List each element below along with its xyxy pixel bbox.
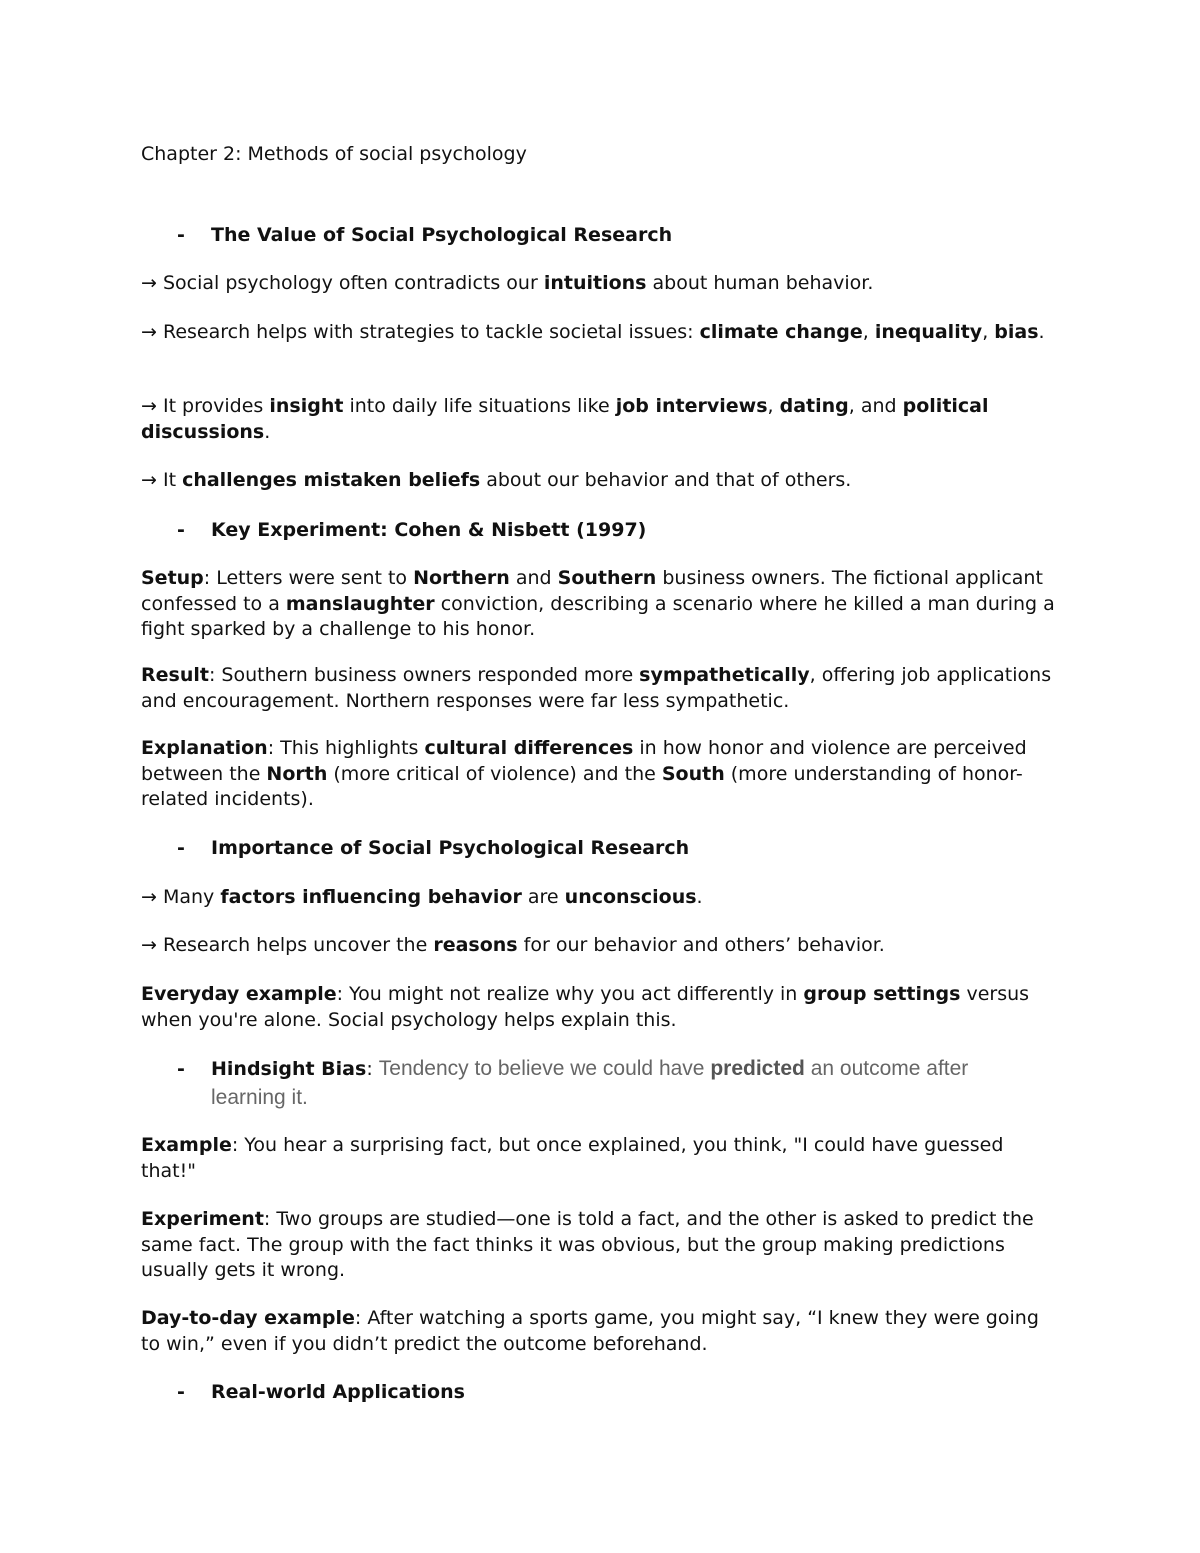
paragraph-everyday-example: Everyday example: You might not realize why you act differently in group settings versus when you're alone. Social psychology helps explain this. <box>141 983 1030 1031</box>
paragraph-intuitions: → Social psychology often contradicts our intuitions about human behavior. <box>141 272 874 294</box>
paragraph-result: Result: Southern business owners responded more sympathetically, offering job applications and encouragement. Northern responses were far less sympathetic. <box>141 664 1052 712</box>
heading-key-experiment: - Key Experiment: Cohen & Nisbett (1997) <box>177 519 647 541</box>
heading-importance-of-research: - Importance of Social Psychological Research <box>177 837 690 859</box>
paragraph-setup: Setup: Letters were sent to Northern and Southern business owners. The fictional applicant confessed to a manslaughter conviction, describing a scenario where he killed a man during a fight sparked by a challenge to his honor. <box>141 567 1055 640</box>
bullet-dash: - <box>177 837 185 859</box>
bullet-dash: - <box>177 1381 185 1403</box>
paragraph-unconscious-factors: → Many factors influencing behavior are unconscious. <box>141 886 703 908</box>
paragraph-hindsight-experiment: Experiment: Two groups are studied—one is told a fact, and the other is asked to predict the same fact. The group with the fact thinks it was obvious, but the group making predictions usually gets it wrong. <box>141 1208 1034 1281</box>
arrow-icon: → <box>141 886 157 908</box>
paragraph-insight: → It provides insight into daily life situations like job interviews, dating, and political discussions. <box>141 395 989 443</box>
bullet-dash: - <box>177 1058 185 1080</box>
arrow-icon: → <box>141 934 157 956</box>
paragraph-hindsight-example: Example: You hear a surprising fact, but once explained, you think, "I could have guessed that!" <box>141 1134 1004 1182</box>
arrow-icon: → <box>141 469 157 491</box>
paragraph-societal-issues: → Research helps with strategies to tackle societal issues: climate change, inequality, bias. <box>141 321 1045 343</box>
bullet-dash: - <box>177 519 185 541</box>
heading-value-of-research: - The Value of Social Psychological Research <box>177 224 673 246</box>
document-title: Chapter 2: Methods of social psychology <box>141 143 527 165</box>
paragraph-explanation: Explanation: This highlights cultural differences in how honor and violence are perceived between the North (more critical of violence) and the South (more understanding of honor-related incidents). <box>141 737 1027 810</box>
heading-hindsight-bias: - Hindsight Bias: Tendency to believe we could have predicted an outcome after <box>177 1057 969 1080</box>
arrow-icon: → <box>141 321 157 343</box>
paragraph-mistaken-beliefs: → It challenges mistaken beliefs about our behavior and that of others. <box>141 469 852 491</box>
hindsight-definition-continued: learning it. <box>211 1086 308 1109</box>
arrow-icon: → <box>141 272 157 294</box>
arrow-icon: → <box>141 395 157 417</box>
paragraph-day-to-day-example: Day-to-day example: After watching a sports game, you might say, “I knew they were going to win,” even if you didn’t predict the outcome beforehand. <box>141 1307 1039 1355</box>
paragraph-reasons: → Research helps uncover the reasons for our behavior and others’ behavior. <box>141 934 885 956</box>
bullet-dash: - <box>177 224 185 246</box>
heading-real-world-applications: - Real-world Applications <box>177 1381 465 1403</box>
hindsight-definition: Tendency to believe we could have predicted an outcome after <box>378 1057 969 1080</box>
